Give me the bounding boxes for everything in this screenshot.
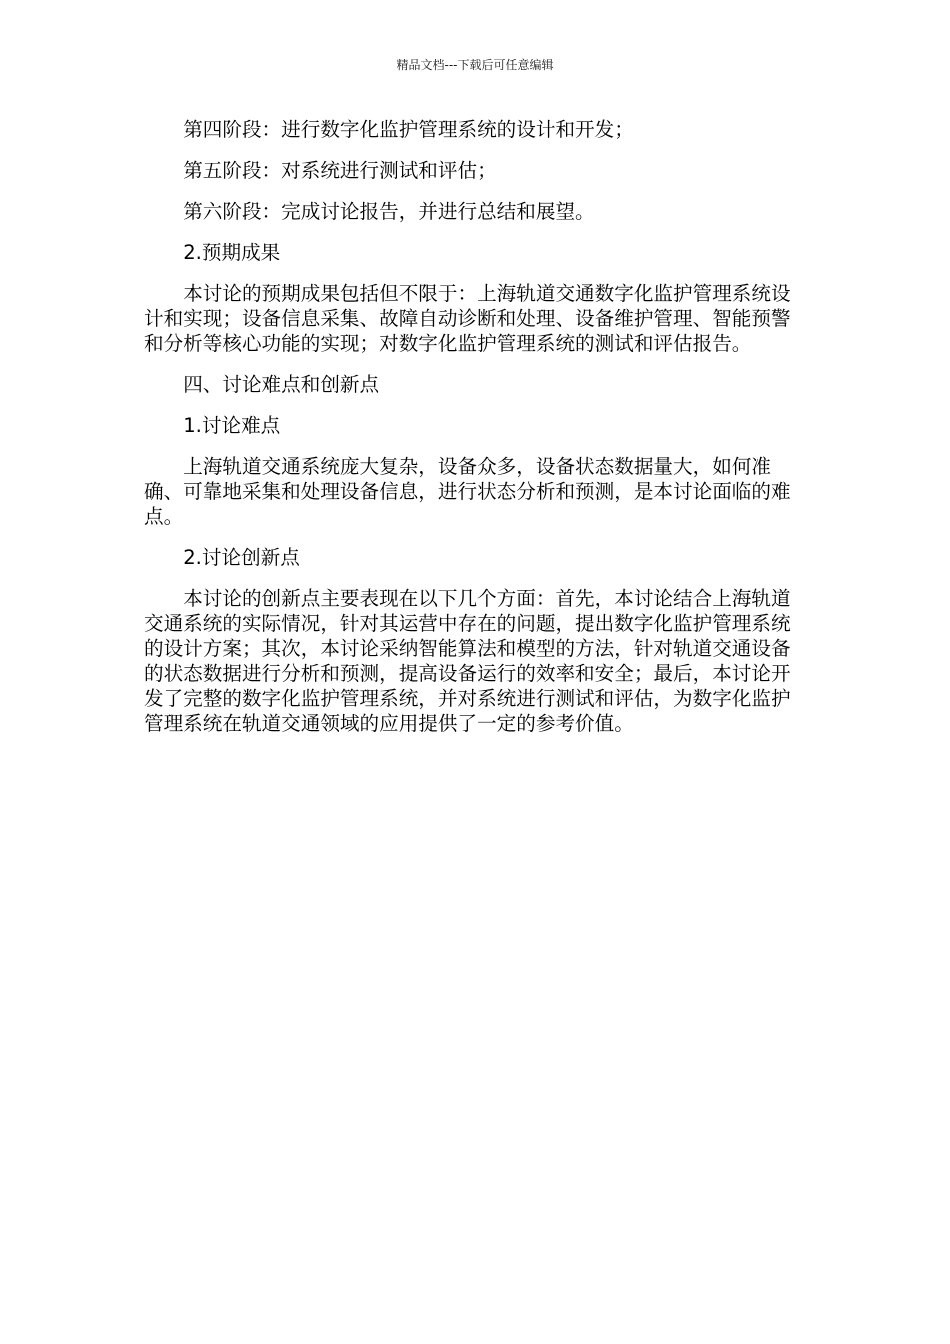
paragraph-phase-six: 第六阶段：完成讨论报告，并进行总结和展望。 [183,200,595,223]
heading-difficulties: 1.讨论难点 [183,414,281,437]
paragraph-phase-four: 第四阶段：进行数字化监护管理系统的设计和开发； [183,118,634,141]
page-header: 精品文档---下载后可任意编辑 [396,58,554,72]
heading-innovations: 2.讨论创新点 [183,546,300,569]
paragraph-expected-results: 本讨论的预期成果包括但不限于：上海轨道交通数字化监护管理系统设计和实现；设备信息采集、故障自动诊断和处理、设备维护管理、智能预警和分析等核心功能的实现；对数字化监护管理系统的测试和评估报告。 [144,282,791,355]
paragraph-innovations: 本讨论的创新点主要表现在以下几个方面：首先，本讨论结合上海轨道交通系统的实际情况，针对其运营中存在的问题，提出数字化监护管理系统的设计方案；其次，本讨论采纳智能算法和模型的方法，针对轨道交通设备的状态数据进行分析和预测，提高设备运行的效率和安全；最后，本讨论开发了完整的数字化监护管理系统，并对系统进行测试和评估，为数字化监护管理系统在轨道交通领域的应用提供了一定的参考价值。 [144,587,791,735]
document-body [144,117,800,752]
heading-section-four: 四、讨论难点和创新点 [183,373,380,396]
heading-expected-results: 2.预期成果 [183,241,281,264]
paragraph-difficulties: 上海轨道交通系统庞大复杂，设备众多，设备状态数据量大，如何准确、可靠地采集和处理设备信息，进行状态分析和预测，是本讨论面临的难点。 [144,455,791,528]
paragraph-phase-five: 第五阶段：对系统进行测试和评估； [183,159,497,182]
